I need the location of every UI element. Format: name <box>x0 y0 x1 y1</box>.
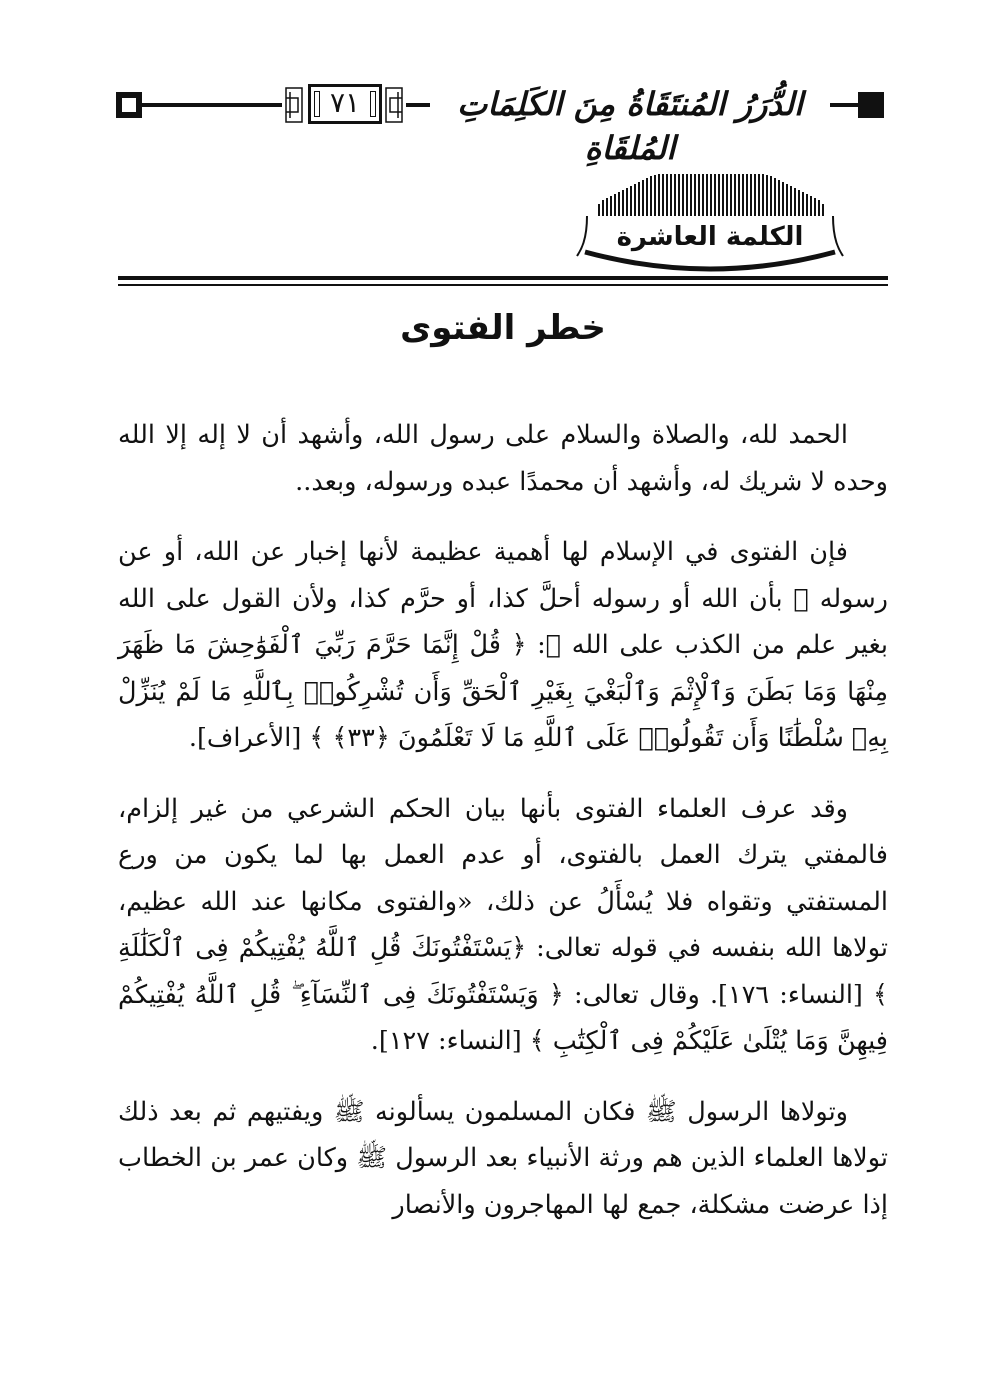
knot-ornament-left <box>284 86 304 124</box>
chapter-banner <box>575 170 845 280</box>
knot-ornament-right <box>384 86 404 124</box>
running-header <box>112 80 888 167</box>
open-square-ornament <box>116 92 142 118</box>
chapter-label: الكلمة العاشرة <box>616 222 804 252</box>
section-title: خطر الفتوى <box>400 308 606 348</box>
paragraph-importance: فإن الفتوى في الإسلام لها أهمية عظيمة لأنها إخبار عن الله، أو عن رسوله ﷺ بأن الله أو رسوله أحلَّ كذا، أو حرَّم كذا، ولأن القول على الله بغير علم من الكذب على الله ﷻ: ﴿ قُلْ إِنَّمَا حَرَّمَ رَبِّيَ ٱلْفَوَٰحِشَ مَا ظَهَرَ مِنْهَا وَمَا بَطَنَ وَٱلْإِثْمَ وَٱلْبَغْيَ بِغَيْرِ ٱلْحَقِّ وَأَن تُشْرِكُوا۟ بِٱللَّهِ مَا لَمْ يُنَزِّلْ بِهِۦ سُلْطَٰنًا وَأَن تَقُولُوا۟ عَلَى ٱللَّهِ مَا لَا تَعْلَمُونَ ﴿٣٣﴾ ﴾ [الأعراف]. <box>118 537 888 753</box>
header-rule-left <box>142 103 282 107</box>
page-number: ٧١ <box>308 84 382 124</box>
book-title: الدُّرَرُ المُنتَقَاةُ مِنَ الكَلِمَاتِ المُلقَاةِ <box>430 82 830 126</box>
double-rule-top <box>118 276 888 280</box>
paragraph-prophet: وتولاها الرسول ﷺ فكان المسلمون يسألونه ﷺ ويفتيهم ثم بعد ذلك تولاها العلماء الذين هم ورثة الأنبياء بعد الرسول ﷺ وكان عمر بن الخطاب إذا عرضت مشكلة، جمع لها المهاجرون والأنصار <box>118 1096 888 1220</box>
double-rule-bottom <box>118 284 888 286</box>
paragraph-definition: وقد عرف العلماء الفتوى بأنها بيان الحكم الشرعي من غير إلزام، فالمفتي يترك العمل بالفتوى، أو عدم العمل بها لما يكون من ورع المستفتي وتقواه فلا يُسْأَلُ عن ذلك، «والفتوى مكانها عند الله عظيم، تولاها الله بنفسه في قوله تعالى: ﴿يَسْتَفْتُونَكَ قُلِ ٱللَّهُ يُفْتِيكُمْ فِى ٱلْكَلَٰلَةِ ﴾ [النساء: ١٧٦]. وقال تعالى: ﴿ وَيَسْتَفْتُونَكَ فِى ٱلنِّسَآءِ ۖ قُلِ ٱللَّهُ يُفْتِيكُمْ فِيهِنَّ وَمَا يُتْلَىٰ عَلَيْكُمْ فِى ٱلْكِتَٰبِ ﴾ [النساء: ١٢٧]. <box>118 793 888 1056</box>
paragraph-opening: الحمد لله، والصلاة والسلام على رسول الله، وأشهد أن لا إله إلا الله وحده لا شريك له، وأشهد أن محمدًا عبده ورسوله، وبعد.. <box>118 420 888 497</box>
header-rule-right <box>830 103 860 107</box>
solid-square-ornament <box>858 92 884 118</box>
body-text <box>118 412 888 1252</box>
